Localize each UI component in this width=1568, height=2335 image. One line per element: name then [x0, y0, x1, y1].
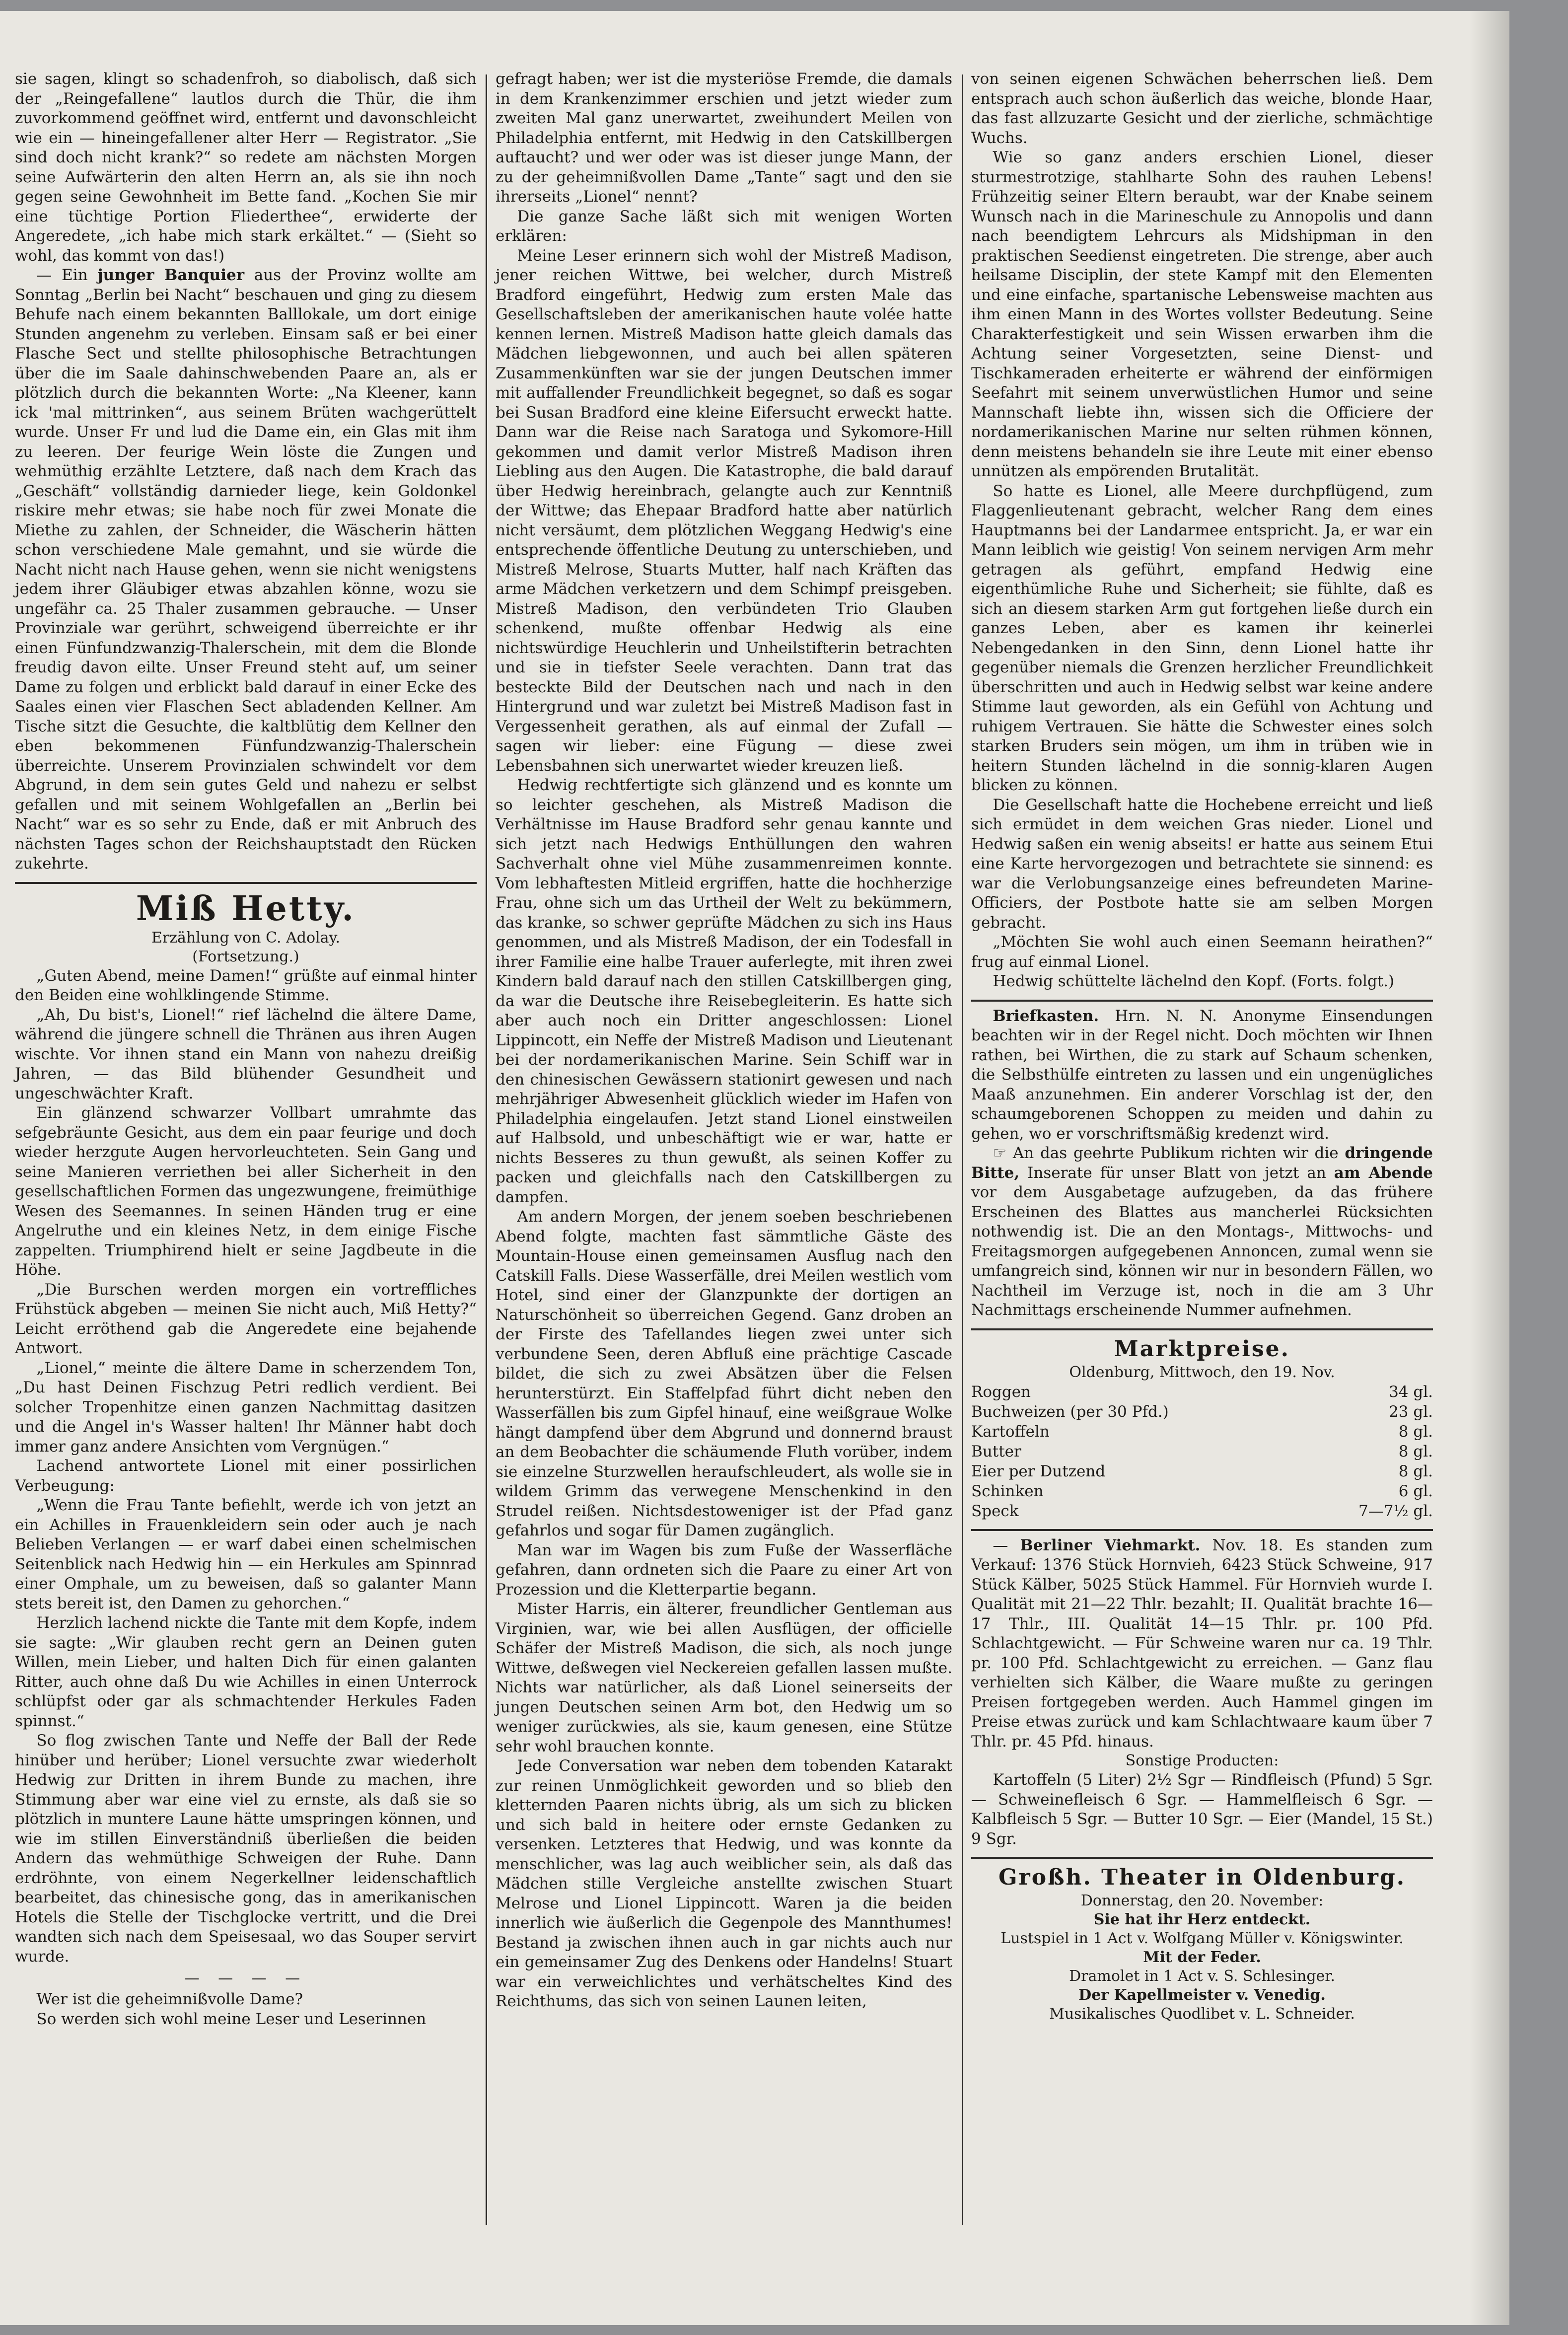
publisher-notice: ☞ An das geehrte Publikum richten wir die dringende Bitte, Inserate für unser Blatt von jetzt an am Abende vor dem Ausgabetage aufzugeben, da das frühere Erscheinen des Blattes aus mancherlei Rücksichten nothwendig ist. Die an den Montags-, Mittwochs- und Freitagsmorgen aufgegebenen Annoncen, zumal wenn sie umfangreich sind, können wir nur in besondern Fällen, wo Nachtheil im Verzuge ist, noch in die am 3 Uhr Nachmittags erscheinende Nummer aufnehmen.	[971, 1144, 1433, 1319]
column-left	[15, 70, 477, 2029]
story-paragraph: Ein glänzend schwarzer Vollbart umrahmte das sefgebräunte Gesicht, aus dem ein paar feurige und doch wieder herzgute Augen hervorleuchteten. Sein Gang und seine Manieren verriethen bei aller Sicherheit in den gesellschaftlichen Formen das ungezwungene, freimüthige Wesen des Seemannes. In seinen Händen trug er eine Angelruthe und ein kleines Netz, in dem einige Fische zappelten. Triumphirend hielt er seine Jagdbeute in die Höhe.	[15, 1104, 477, 1279]
story-paragraph: gefragt haben; wer ist die mysteriöse Fremde, die damals in dem Krankenzimmer erschien und jetzt wieder zum zweiten Mal ganz unerwartet, zweihundert Meilen von Philadelphia entfernt, mit Hedwig in den Catskillbergen auftaucht? und wer oder was ist dieser junge Mann, der zu der geheimnißvollen Dame „Tante“ sagt und den sie ihrerseits „Lionel“ nennt?	[496, 70, 952, 206]
market-item: Kartoffeln	[971, 1422, 1050, 1441]
story-paragraph: „Ah, Du bist's, Lionel!“ rief lächelnd die ältere Dame, während die jüngere schnell die Thränen aus ihren Augen wischte. Vor ihnen stand ein Mann von nahezu dreißig Jahren, — das Bild blühender Gesundheit und ungeschwächter Kraft.	[15, 1006, 477, 1102]
market-item: Roggen	[971, 1383, 1031, 1401]
article-text: sie sagen, klingt so schadenfroh, so diabolisch, daß sich der „Reingefallene“ lautlos durch die Thür, die ihm zuvorkommend geöffnet wird, entfernt und davonschleicht wie ein — hineingefallener alter Herr — Registrator. „Sie sind doch nicht krank?“ so redete am nächsten Morgen seine Aufwärterin den alten Herrn an, als sie ihn noch gegen seine Gewohnheit im Bette fand. „Kochen Sie mir eine tüchtige Portion Fliederthee“, erwiderte der Angeredete, „ich habe mich stark erkältet.“ — (Sieht so wohl, das kommt von das!)	[15, 70, 477, 265]
theater-title: Großh. Theater in Oldenburg.	[998, 1865, 1406, 1890]
market-price: 23 gl.	[1389, 1402, 1433, 1421]
story-paragraph: „Lionel,“ meinte die ältere Dame in scherzendem Ton, „Du hast Deinen Fischzug Petri redlich verdient. Bei solcher Tropenhitze einen ganzen Nachmittag dasitzen und die Angel in's Wasser halten! Ihr Männer habt doch immer ganz andere Ansichten vom Vergnügen.“	[15, 1359, 477, 1456]
section-divider	[971, 1529, 1433, 1531]
story-paragraph: So werden sich wohl meine Leser und Leserinnen	[36, 2010, 427, 2028]
market-item: Schinken	[971, 1482, 1044, 1500]
story-paragraph: Mister Harris, ein älterer, freundlicher Gentleman aus Virginien, war, wie bei allen Ausflügen, der officielle Schäfer der Mistreß Madison, die sich, als noch junge Wittwe, deßwegen viel Neckereien gefallen lassen mußte. Nichts war natürlicher, als daß Lionel seinerseits der jungen Deutschen seinen Arm bot, den Hedwig um so weniger zurückwies, als sie, kaum genesen, eine Stütze sehr wohl brauchen konnte.	[496, 1600, 952, 1755]
story-paragraph: Wer ist die geheimnißvolle Dame?	[36, 1990, 303, 2008]
theater-date: Donnerstag, den 20. November:	[1080, 1892, 1324, 1909]
story-paragraph: Die ganze Sache läßt sich mit wenigen Worten erklären:	[496, 207, 952, 245]
market-price-table	[971, 1382, 1433, 1521]
market-item: Speck	[971, 1502, 1019, 1520]
story-paragraph: Hedwig rechtfertigte sich glänzend und es konnte um so leichter geschehen, als Mistreß Madison die Verhältnisse im Hause Bradford sehr genau kannte und sich jetzt nach Hedwigs Enthüllungen den wahren Sachverhalt ohne viel Mühe zusammenreimen konnte. Vom lebhaftesten Mitleid ergriffen, hatte die hochherzige Frau, ohne sich um das Urtheil der Welt zu bekümmern, das kranke, so schwer geprüfte Mädchen zu sich ins Haus genommen, und als Mistreß Madison, der ein Todesfall in ihrer Familie eine halbe Trauer auferlegte, mit ihren zwei Kindern bald darauf nach den stillen Catskillbergen ging, da war die Deutsche ihre Reisebegleiterin. Es hatte sich aber auch noch ein Dritter angeschlossen: Lionel Lippincott, ein Neffe der Mistreß Madison und Lieutenant bei der nordamerikanischen Marine. Sein Schiff war in den chinesischen Gewässern stationirt gewesen und nach mehrjähriger Abwesenheit glücklich wieder im Hafen von Philadelphia eingelaufen. Jetzt stand Lionel einstweilen auf Halbsold, und unbeschäftigt wie er war, hatte er nichts Besseres zu thun gewußt, als seinen Koffer zu packen und gleichfalls nach den Catskillbergen zu dampfen.	[496, 776, 952, 1206]
keyword: junger Banquier	[97, 266, 245, 284]
article-banquier: — Ein junger Banquier aus der Provinz wollte am Sonntag „Berlin bei Nacht“ beschauen und ging zu diesem Behufe nach einem bekannten Balllokale, um dort einige Stunden angenehm zu verleben. Einsam saß er bei einer Flasche Sect und stellte philosophische Betrachtungen über die im Saale dahinschwebenden Paare an, als er plötzlich durch die bekannten Worte: „Na Kleener, kann ick 'mal mittrinken“, aus seinem Brüten wachgerüttelt wurde. Unser Fr und lud die Dame ein, ein Glas mit ihm zu leeren. Der feurige Wein löste die Zungen und wehmüthig erzählte Letztere, daß nach dem Krach das „Geschäft“ vollständig darnieder liege, kein Goldonkel riskire mehr etwas; sie habe noch für zwei Monate die Miethe zu zahlen, der Schneider, die Wäscherin hätten schon verschiedene Male gemahnt, und sie würde die Nacht nicht nach Hause gehen, wenn sie nicht wenigstens jedem ihrer Gläubiger etwas abzahlen könne, wozu sie ungefähr ca. 25 Thaler zusammen gebrauche. — Unser Provinziale war gerührt, schweigend überreichte er ihr einen Fünfundzwanzig-Thalerschein, mit dem die Blonde freudig davon eilte. Unser Freund steht auf, um seiner Dame zu folgen und erblickt bald darauf in einer Ecke des Saales einen vier Flaschen Sect abladenden Kellner. Am Tische sitzt die Gesuchte, die kaltblütig dem Kellner den eben bekommenen Fünfundzwanzig-Thalerschein überreichte. Unserem Provinzialen schwindelt vor dem Abgrund, in dem sein gutes Geld und nahezu er selbst gefallen und mit seinem Wohlgefallen an „Berlin bei Nacht“ war es so sehr zu Ende, daß er mit Anbruch des nächsten Tages schon der Reichshauptstadt den Rücken zukehrte.	[15, 266, 477, 873]
story-paragraph: „Guten Abend, meine Damen!“ grüßte auf einmal hinter den Beiden eine wohlklingende Stimme.	[15, 966, 477, 1004]
market-place-date: Oldenburg, Mittwoch, den 19. Nov.	[1069, 1363, 1335, 1381]
letterbox: Briefkasten. Hrn. N. N. Anonyme Einsendungen beachten wir in der Regel nicht. Doch möchten wir Ihnen rathen, bei Wirthen, die zu stark auf Schaum schenken, die Selbsthülfe eintreten zu lassen und ein ungenügliches Maaß anzunehmen. Ein anderer Vorschlag ist der, den schaumgeborenen Schoppen zu meiden und dahin zu gehen, wo er vorschriftsmäßig kredenzt wird.	[971, 1007, 1433, 1143]
market-price: 8 gl.	[1398, 1442, 1433, 1460]
section-divider	[971, 1328, 1433, 1330]
story-paragraph: Lachend antwortete Lionel mit einer possirlichen Verbeugung:	[15, 1457, 477, 1495]
column-rule	[486, 74, 487, 2225]
section-divider	[971, 1000, 1433, 1002]
scene-separator: — — — —	[184, 1970, 307, 1987]
market-price: 8 gl.	[1398, 1462, 1433, 1480]
market-row	[971, 1461, 1433, 1481]
story-paragraph: Wie so ganz anders erschien Lionel, dieser sturmestrotzige, stahlharte Sohn des rauhen Lebens! Frühzeitig seiner Eltern beraubt, war der Knabe seinem Wunsch nach in die Marineschule zu Annopolis und dann nach beendigtem Lehrcurs als Midshipman in den praktischen Seedienst eingetreten. Die strenge, aber auch heilsame Disciplin, der stete Kampf mit den Elementen und eine einfache, spartanische Lebensweise machten aus ihm einen Mann in des Wortes vollster Bedeutung. Seine Charakterfestigkeit und sein Wissen erwarben ihm die Achtung seiner Vorgesetzten, seine Dienst- und Tischkameraden erheiterte er während der einförmigen Seefahrt mit seinem unverwüstlichen Humor und seine Mannschaft liebte ihn, wissen sich die Officiere der nordamerikanischen Marine nur selten rühmen können, denn meistens behandeln sie ihre Leute mit einer ebenso unnützen als empörenden Brutalität.	[971, 148, 1433, 480]
story-paragraph: „Die Burschen werden morgen ein vortreffliches Frühstück abgeben — meinen Sie nicht auch, Miß Hetty?“ Leicht erröthend gab die Angeredete eine bejahende Antwort.	[15, 1280, 477, 1357]
story-paragraph: So hatte es Lionel, alle Meere durchpflügend, zum Flaggenlieutenant gebracht, welcher Rang dem eines Hauptmanns bei der Landarmee entspricht. Ja, er war ein Mann leiblich wie geistig! Von seinem nervigen Arm mehr getragen als geführt, empfand Hedwig eine eigenthümliche Ruhe und Sicherheit; sie fühlte, daß es sich an diesem starken Arm gut fortgehen ließe durch ein ganzes Leben, aber es kamen ihr keinerlei Nebengedanken in den Sinn, denn Lionel hatte ihr gegenüber niemals die Grenzen herzlicher Freundlichkeit überschritten und auch in Hedwig selbst war keine andere Stimme laut geworden, als ein Gefühl von Achtung und ruhigem Vertrauen. Sie hätte die Schwester eines solch starken Bruders sein mögen, um ihm in trüben wie in heitern Stunden lächelnd in die sonnig-klaren Augen blicken zu können.	[971, 482, 1433, 794]
story-title: Miß Hetty.	[136, 888, 356, 929]
play-title: Mit der Feder.	[1143, 1949, 1261, 1966]
pointing-hand-icon: ☞	[993, 1144, 1013, 1162]
story-paragraph: Hedwig schüttelte lächelnd den Kopf. (Forts. folgt.)	[993, 972, 1395, 990]
story-paragraph: Jede Conversation war neben dem tobenden Katarakt zur reinen Unmöglichkeit geworden und so blieb den kletternden Paaren nichts übrig, als um sich zu blicken und sich bald in heitere oder ernste Gedanken zu versenken. Letzteres that Hedwig, und was konnte da menschlicher, was lag auch weiblicher sein, als daß das Mädchen stille Vergleiche anstellte zwischen Stuart Melrose und Lionel Lippincott. Waren ja die beiden innerlich wie äußerlich die Gegenpole des Mannthumes! Bestand ja zwischen ihnen auch in gar nichts auch nur ein gemeinsamer Zug des Denkens oder Handelns! Stuart war ein verweichlichtes und verhätscheltes Kind des Reichthums, das sich von seinen Launen leiten,	[496, 1757, 952, 2010]
story-paragraph: Man war im Wagen bis zum Fuße der Wasserfläche gefahren, dann ordneten sich die Paare zu einer Art von Prozession und die Kletterpartie begann.	[496, 1541, 952, 1599]
market-row	[971, 1382, 1433, 1402]
market-price: 34 gl.	[1389, 1383, 1433, 1401]
story-paragraph: So flog zwischen Tante und Neffe der Ball der Rede hinüber und herüber; Lionel versuchte zwar wiederholt Hedwig zur Dritten in ihrem Bunde zu machen, ihre Stimmung aber war eine viel zu ernste, als daß sie so plötzlich in muntere Laune hätte umspringen können, und wie im stillen Einverständniß überließen die beiden Andern das wehmüthige Schweigen der Ruhe. Dann erdröhnte, von einem Negerkellner leidenschaftlich bearbeitet, das chinesische gong, das in amerikanischen Hotels die Stelle der Tischglocke vertritt, und die Drei wandten sich nach dem Speisesaal, wo das Souper servirt wurde.	[15, 1732, 477, 1966]
story-paragraph: Meine Leser erinnern sich wohl der Mistreß Madison, jener reichen Wittwe, bei welcher, durch Mistreß Bradford eingeführt, Hedwig zum ersten Male das Gesellschaftsleben der amerikanischen haute volée hatte kennen lernen. Mistreß Madison hatte gleich damals das Mädchen liebgewonnen, und auch bei allen späteren Zusammenkünften war sie der jungen Deutschen immer mit auffallender Freundlichkeit begegnet, so daß es sogar bei Susan Bradford eine kleine Eifersucht erweckt hatte. Dann war die Reise nach Saratoga und Sykomore-Hill gekommen und damit verlor Mistreß Madison ihren Liebling aus den Augen. Die Katastrophe, die bald darauf über Hedwig hereinbrach, gelangte auch zur Kenntniß der Wittwe; das Ehepaar Bradford hatte aber natürlich nicht versäumt, dem plötzlichen Weggang Hedwig's eine entsprechende öffentliche Deutung zu unterschieben, und Mistreß Melrose, Stuarts Mutter, half nach Kräften das arme Mädchen verketzern und dem Schimpf preisgeben. Mistreß Madison, den verbündeten Trio Glauben schenkend, mußte offenbar Hedwig als eine nichtswürdige Heuchlerin und Unheilstifterin betrachten und sie in tiefster Seele verachten. Dann trat das besteckte Bild der Deutschen nach und nach in den Hintergrund und war zuletzt bei Mistreß Madison fast in Vergessenheit gerathen, als auf einmal der Zufall — sagen wir lieber: eine Fügung — diese zwei Lebensbahnen sich unerwartet wieder kreuzen ließ.	[496, 246, 952, 775]
column-middle	[496, 70, 952, 2012]
section-divider	[15, 882, 477, 884]
play-description: Lustspiel in 1 Act v. Wolfgang Müller v. Königswinter.	[1000, 1930, 1404, 1947]
market-row	[971, 1422, 1433, 1442]
market-row	[971, 1442, 1433, 1461]
story-continuation: (Fortsetzung.)	[192, 948, 299, 965]
story-paragraph: Herzlich lachend nickte die Tante mit dem Kopfe, indem sie sagte: „Wir glauben recht gern an Deinen guten Willen, mein Lieber, und halten Dich für einen galanten Ritter, auch ohne daß Du wie Achilles in einen Unterrock schlüpfst oder gar als schmachtender Herkules Faden spinnst.“	[15, 1614, 477, 1730]
other-products-title: Sonstige Producten:	[1125, 1752, 1279, 1769]
market-title: Marktpreise.	[1114, 1336, 1290, 1362]
market-row	[971, 1481, 1433, 1501]
market-item: Eier per Dutzend	[971, 1462, 1106, 1480]
other-products-text: Kartoffeln (5 Liter) 2½ Sgr — Rindfleisch (Pfund) 5 Sgr. — Schweinefleisch 6 Sgr. — Hammelfleisch 6 Sgr. — Kalbfleisch 5 Sgr. — Butter 10 Sgr. — Eier (Mandel, 15 St.) 9 Sgr.	[971, 1771, 1433, 1848]
column-right	[971, 70, 1433, 2024]
market-row	[971, 1402, 1433, 1422]
page-edge-shadow	[1470, 11, 1509, 2325]
market-row	[971, 1501, 1433, 1521]
play-description: Musikalisches Quodlibet v. L. Schneider.	[1049, 2005, 1355, 2023]
play-description: Dramolet in 1 Act v. S. Schlesinger.	[1069, 1968, 1335, 1985]
story-paragraph: Am andern Morgen, der jenem soeben beschriebenen Abend folgte, machten fast sämmtliche Gäste des Mountain-House einen gemeinsamen Ausflug nach den Catskill Falls. Diese Wasserfälle, drei Meilen westlich vom Hotel, sind einer der Glanzpunkte der dortigen an Naturschönheit so überreichen Gegend. Ganz droben an der Firste des Tafellandes liegen zwei unter sich verbundene Seen, deren Abfluß eine prächtige Cascade bildet, die sich zu zwei Absätzen über die Felsen herunterstürzt. Ein Staffelpfad führt dicht neben den Wasserfällen bis zum Gipfel hinauf, eine weißgraue Wolke hängt dampfend über dem Abgrund und donnernd braust an dem Beobachter die schäumende Fluth vorüber, indem sie einzelne Sturzwellen heraufschleudert, als wolle sie in wildem Grimm das verwegene Menschenkind in den Strudel reißen. Nichtsdestoweniger ist der Pfad ganz gefahrlos und sogar für Damen zugänglich.	[496, 1208, 952, 1539]
market-price: 7—7½ gl.	[1358, 1502, 1433, 1520]
market-price: 6 gl.	[1398, 1482, 1433, 1500]
letterbox-title: Briefkasten.	[993, 1007, 1099, 1025]
market-item: Buchweizen (per 30 Pfd.)	[971, 1402, 1169, 1421]
market-price: 8 gl.	[1398, 1422, 1433, 1441]
play-title: Der Kapellmeister v. Venedig.	[1078, 1986, 1326, 2004]
cattle-market-report: — Berliner Viehmarkt. Nov. 18. Es standen zum Verkauf: 1376 Stück Hornvieh, 6423 Stück Schweine, 917 Stück Kälber, 5025 Stück Hammel. Für Hornvieh wurde I. Qualität mit 21—22 Thlr. bezahlt; II. Qualität brachte 16—17 Thlr., III. Qualität 14—15 Thlr. pr. 100 Pfd. Schlachtgewicht. — Für Schweine waren nur ca. 19 Thlr. pr. 100 Pfd. Schlachtgewicht zu erreichen. — Ganz flau verhielten sich Kälber, die Waare mußte zu geringen Preisen fortgegeben werden. Auch Hammel gingen im Preise etwas zurück und kam Schlachtwaare kaum über 7 Thlr. pr. 45 Pfd. hinaus.	[971, 1536, 1433, 1751]
market-item: Butter	[971, 1442, 1021, 1460]
story-paragraph: „Möchten Sie wohl auch einen Seemann heirathen?“ frug auf einmal Lionel.	[971, 933, 1433, 971]
story-paragraph: Die Gesellschaft hatte die Hochebene erreicht und ließ sich ermüdet in dem weichen Gras nieder. Lionel und Hedwig saßen ein wenig abseits! er hatte aus seinem Etui eine Karte hervorgezogen und betrachtete sie sinnend: es war die Verlobungsanzeige eines befreundeten Marine-Officiers, der Postbote hatte sie am selben Morgen gebracht.	[971, 796, 1433, 932]
column-rule	[962, 74, 963, 2225]
story-paragraph: von seinen eigenen Schwächen beherrschen ließ. Dem entsprach auch schon äußerlich das weiche, blonde Haar, das fast allzuzarte Gesicht und der zierliche, schmächtige Wuchs.	[971, 70, 1433, 147]
play-title: Sie hat ihr Herz entdeckt.	[1093, 1911, 1311, 1928]
section-divider	[971, 1857, 1433, 1859]
cattle-market-title: Berliner Viehmarkt.	[1020, 1536, 1201, 1554]
story-paragraph: „Wenn die Frau Tante befiehlt, werde ich von jetzt an ein Achilles in Frauenkleidern sein oder auch je nach Belieben Verlangen — er warf dabei einen schelmischen Seitenblick nach Hedwig hin — ein Herkules am Spinnrad einer Omphale, um zu beweisen, daß so galanter Mann stets bereit ist, den Damen zu gehorchen.“	[15, 1496, 477, 1612]
story-subtitle: Erzählung von C. Adolay.	[151, 929, 340, 947]
